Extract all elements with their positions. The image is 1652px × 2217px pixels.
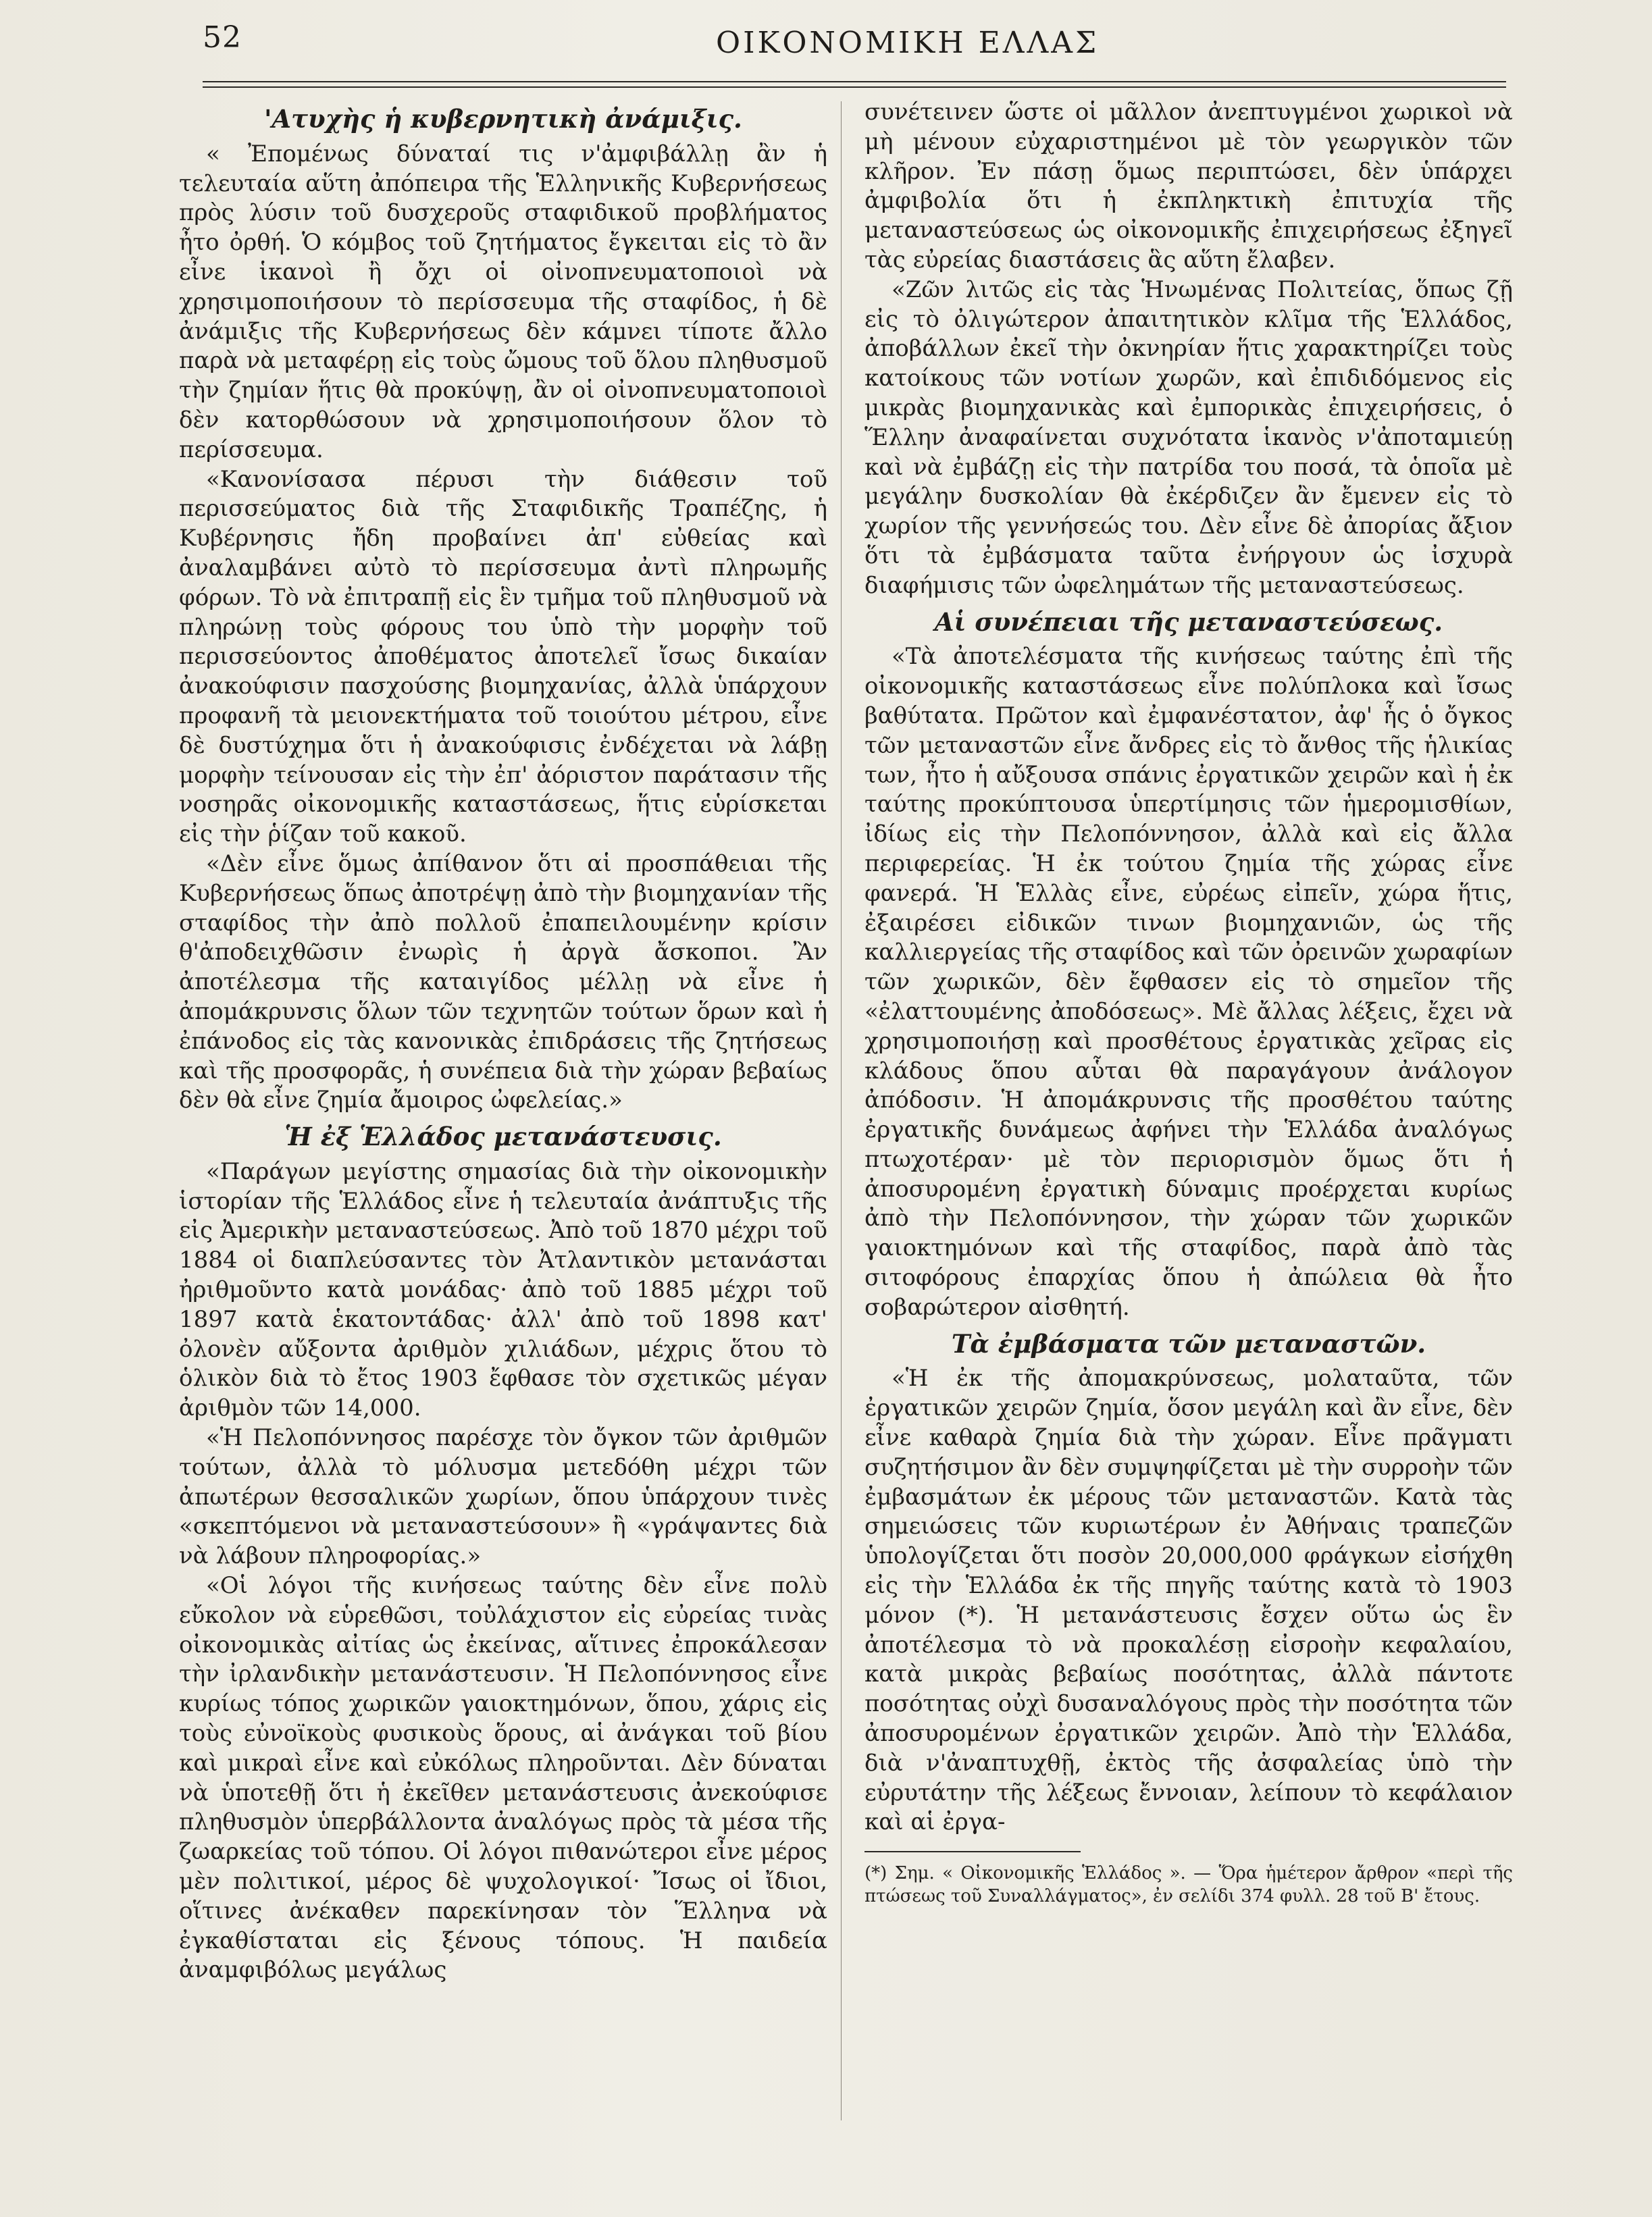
running-title: ΟΙΚΟΝΟΜΙΚΗ ΕΛΛΑΣ <box>716 26 1100 60</box>
footnote-rule <box>864 1851 1081 1852</box>
footnote: (*) Σημ. « Οἰκονομικῆς Ἑλλάδος ». — Ὅρα ἡμέτερον ἄρθρον «περὶ τῆς πτώσεως τοῦ Συναλλάγματος», ἐν σελίδι 374 φυλλ. 28 τοῦ Β' ἔτους. <box>864 1863 1513 1907</box>
paragraph: «Ἡ Πελοπόννησος παρέσχε τὸν ὄγκον τῶν ἀριθμῶν τούτων, ἀλλὰ τὸ μόλυσμα μετεδόθη μέχρι τῶν ἀπωτέρων θεσσαλικῶν χωρίων, ὅπου ὑπάρχουν τινὲς «σκεπτόμενοι νὰ μεταναστεύσουν» ἢ «γράψαντες διὰ νὰ λάβουν πληροφορίας.» <box>179 1424 827 1570</box>
paragraph: « Ἐπομένως δύναταί τις ν'ἀμφιβάλλῃ ἂν ἡ τελευταία αὕτη ἀπόπειρα τῆς Ἑλληνικῆς Κυβερνήσεως πρὸς λύσιν τοῦ δυσχεροῦς σταφιδικοῦ προβλήματος ἦτο ὀρθή. Ὁ κόμβος τοῦ ζητήματος ἔγκειται εἰς τὸ ἂν εἶνε ἱκανοὶ ἢ ὄχι οἱ οἰνοπνευματοποιοὶ νὰ χρησιμοποιήσουν τὸ περίσσευμα τῆς σταφίδος, ἡ δὲ ἀνάμιξις τῆς Κυβερνήσεως δὲν κάμνει τίποτε ἄλλο παρὰ νὰ μεταφέρῃ εἰς τοὺς ὤμους τοῦ ὅλου πληθυσμοῦ τὴν ζημίαν ἥτις θὰ προκύψῃ, ἂν οἱ οἰνοπνευματοποιοὶ δὲν κατορθώσουν νὰ χρησιμοποιήσουν ὅλον τὸ περίσσευμα. <box>179 140 827 463</box>
page-header <box>203 20 1506 74</box>
section-heading: 'Ατυχὴς ἡ κυβερνητικὴ ἀνάμιξις. <box>264 104 742 134</box>
paragraph: «Ζῶν λιτῶς εἰς τὰς Ἡνωμένας Πολιτείας, ὅπως ζῇ εἰς τὸ ὀλιγώτερον ἀπαιτητικὸν κλῖμα τῆς Ἑλλάδος, ἀποβάλλων ἐκεῖ τὴν ὀκνηρίαν ἥτις χαρακτηρίζει τοὺς κατοίκους τῶν νοτίων χωρῶν, καὶ ἐπιδιδόμενος εἰς μικρὰς βιομηχανικὰς καὶ ἐμπορικὰς ἐπιχειρήσεις, ὁ Ἕλλην ἀναφαίνεται συχνότατα ἱκανὸς ν'ἀποταμιεύῃ καὶ νὰ ἐμβάζῃ εἰς τὴν πατρίδα του ποσά, τὰ ὁποῖα μὲ μεγάλην δυσκολίαν θὰ ἐκέρδιζεν ἂν ἔμενεν εἰς τὸ χωρίον τῆς γεννήσεώς του. Δὲν εἶνε δὲ ἀπορίας ἄξιον ὅτι τὰ ἐμβάσματα ταῦτα ἐνήργουν ὡς ἰσχυρὰ διαφήμισις τῶν ὠφελημάτων τῆς μεταναστεύσεως. <box>864 276 1513 599</box>
page-number: 52 <box>203 20 242 55</box>
paragraph: «Δὲν εἶνε ὅμως ἀπίθανον ὅτι αἱ προσπάθειαι τῆς Κυβερνήσεως ὅπως ἀποτρέψῃ ἀπὸ τὴν βιομηχανίαν τῆς σταφίδος τὴν ἀπὸ πολλοῦ ἐπαπειλουμένην κρίσιν θ'ἀποδειχθῶσιν ἐνωρὶς ἡ ἀργὰ ἄσκοποι. Ἂν ἀποτέλεσμα τῆς καταιγίδος μέλλῃ νὰ εἶνε ἡ ἀπομάκρυνσις ὅλων τῶν τεχνητῶν τούτων ὅρων καὶ ἡ ἐπάνοδος εἰς τὰς κανονικὰς ἐπιδράσεις τῆς ζητήσεως καὶ τῆς προσφορᾶς, ἡ συνέπεια διὰ τὴν χώραν βεβαίως δὲν θὰ εἶνε ζημία ἄμοιρος ὠφελείας.» <box>179 850 827 1114</box>
paragraph: «Ἡ ἐκ τῆς ἀπομακρύνσεως, μολαταῦτα, τῶν ἐργατικῶν χειρῶν ζημία, ὅσον μεγάλη καὶ ἂν εἶνε, δὲν εἶνε καθαρὰ ζημία διὰ τὴν χώραν. Εἶνε πρᾶγματι συζητήσιμον ἂν δὲν συμψηφίζεται μὲ τὴν συρροὴν τῶν ἐμβασμάτων ἐκ μέρους τῶν μεταναστῶν. Κατὰ τὰς σημειώσεις τῶν κυριωτέρων ἐν Ἀθήναις τραπεζῶν ὑπολογίζεται ὅτι ποσὸν 20,000,000 φράγκων εἰσήχθη εἰς τὴν Ἑλλάδα ἐκ τῆς πηγῆς ταύτης κατὰ τὸ 1903 μόνον (*). Ἡ μετανάστευσις ἔσχεν οὕτω ὡς ἓν ἀποτέλεσμα τὸ νὰ προκαλέσῃ εἰσροὴν κεφαλαίου, κατὰ μικρὰς βεβαίως ποσότητας, ἀλλὰ πάντοτε ποσότητας οὐχὶ δυσαναλόγους πρὸς τὴν ποσότητα τῶν ἀποσυρομένων ἐργατικῶν χειρῶν. Ἀπὸ τὴν Ἑλλάδα, διὰ ν'ἀναπτυχθῇ, ἐκτὸς τῆς ἀσφαλείας ὑπὸ τὴν εὐρυτάτην τῆς λέξεως ἔννοιαν, λείπουν τὸ κεφάλαιον καὶ αἱ ἐργα- <box>864 1365 1513 1836</box>
paragraph: συνέτεινεν ὥστε οἱ μᾶλλον ἀνεπτυγμένοι χωρικοὶ νὰ μὴ μένουν εὐχαριστημένοι μὲ τὸν γεωργικὸν τῶν κλῆρον. Ἐν πάσῃ ὅμως περιπτώσει, δὲν ὑπάρχει ἀμφιβολία ὅτι ἡ ἐκπληκτικὴ ἐπιτυχία τῆς μεταναστεύσεως ὡς οἰκονομικῆς ἐπιχειρήσεως ἐξηγεῖ τὰς εὐρείας διαστάσεις ἃς αὕτη ἔλαβεν. <box>864 99 1513 273</box>
section-heading: Ἡ ἐξ Ἑλλάδος μετανάστευσις. <box>284 1122 722 1152</box>
paragraph: «Κανονίσασα πέρυσι τὴν διάθεσιν τοῦ περισσεύματος διὰ τῆς Σταφιδικῆς Τραπέζης, ἡ Κυβέρνησις ἤδη προβαίνει ἀπ' εὐθείας καὶ ἀναλαμβάνει αὐτὸ τὸ περίσσευμα ἀντὶ πληρωμῆς φόρων. Τὸ νὰ ἐπιτραπῇ εἰς ἓν τμῆμα τοῦ πληθυσμοῦ νὰ πληρώνῃ τοὺς φόρους του ὑπὸ τὴν μορφὴν τοῦ περισσεύοντος ἀποθέματος ἀποτελεῖ ἴσως δικαίαν ἀνακούφισιν πασχούσης βιομηχανίας, ἀλλὰ ὑπάρχουν προφανῆ τὰ μειονεκτήματα τοῦ τοιούτου μέτρου, εἶνε δὲ δυστύχημα ὅτι ἡ ἀνακούφισις ἐνδέχεται νὰ λάβῃ μορφὴν τείνουσαν εἰς τὴν ἐπ' ἀόριστον παράτασιν τῆς νοσηρᾶς οἰκονομικῆς καταστάσεως, ἥτις εὑρίσκεται εἰς τὴν ῥίζαν τοῦ κακοῦ. <box>179 465 827 848</box>
column-divider <box>841 101 842 2120</box>
section-heading: Τὰ ἐμβάσματα τῶν μεταναστῶν. <box>951 1328 1426 1359</box>
header-double-rule <box>203 81 1506 88</box>
paragraph: «Παράγων μεγίστης σημασίας διὰ τὴν οἰκονομικὴν ἱστορίαν τῆς Ἑλλάδος εἶνε ἡ τελευταία ἀνάπτυξις τῆς εἰς Ἀμερικὴν μεταναστεύσεως. Ἀπὸ τοῦ 1870 μέχρι τοῦ 1884 οἱ διαπλεύσαντες τὸν Ἀτλαντικὸν μετανάσται ἠριθμοῦντο κατὰ μονάδας· ἀπὸ τοῦ 1885 μέχρι τοῦ 1897 κατὰ ἑκατοντάδας· ἀλλ' ἀπὸ τοῦ 1898 κατ' ὀλονὲν αὔξοντα ἀριθμὸν χιλιάδων, μέχρις ὅτου τὸ ὁλικὸν διὰ τὸ ἔτος 1903 ἔφθασε τὸν σχετικῶς μέγαν ἀριθμὸν τῶν 14,000. <box>179 1157 827 1422</box>
paragraph: «Τὰ ἀποτελέσματα τῆς κινήσεως ταύτης ἐπὶ τῆς οἰκονομικῆς καταστάσεως εἶνε πολύπλοκα καὶ ἴσως βαθύτατα. Πρῶτον καὶ ἐμφανέστατον, ἀφ' ἧς ὁ ὄγκος τῶν μεταναστῶν εἶνε ἄνδρες εἰς τὸ ἄνθος τῆς ἡλικίας των, ἦτο ἡ αὔξουσα σπάνις ἐργατικῶν χειρῶν καὶ ἡ ἐκ ταύτης προκύπτουσα ὑπερτίμησις τῶν ἡμερομισθίων, ἰδίως εἰς τὴν Πελοπόννησον, ἀλλὰ καὶ εἰς ἄλλα περιφερείας. Ἡ ἐκ τούτου ζημία τῆς χώρας εἶνε φανερά. Ἡ Ἑλλὰς εἶνε, εὐρέως εἰπεῖν, χώρα ἥτις, ἐξαιρέσει εἰδικῶν τινων βιομηχανιῶν, ὡς τῆς καλλιεργείας τῆς σταφίδος καὶ τῶν ὀρεινῶν χωραφίων τῶν χωρικῶν, δὲν ἔφθασεν εἰς τὸ σημεῖον τῆς «ἐλαττουμένης ἀποδόσεως». Μὲ ἄλλας λέξεις, ἔχει νὰ χρησιμοποιήσῃ καὶ προσθέτους ἐργατικὰς χεῖρας εἰς κλάδους ὅπου αὗται θὰ παραγάγουν ἀνάλογον ἀπόδοσιν. Ἡ ἀπομάκρυνσις τῆς προσθέτου ταύτης ἐργατικῆς δυνάμεως ἀφήνει τὴν Ἑλλάδα ἀναλόγως πτωχοτέραν· μὲ τὸν περιορισμὸν ὅμως ὅτι ἡ ἀποσυρομένη ἐργατικὴ δύναμις προέρχεται κυρίως ἀπὸ τὴν Πελοπόννησον, τὴν χώραν τῶν χωρικῶν γαιοκτημόνων καὶ τῆς σταφίδος, παρὰ ἀπὸ τὰς σιτοφόρους ἐπαρχίας ὅπου ἡ ἀπώλεια θὰ ἦτο σοβαρώτερον αἰσθητή. <box>864 643 1513 1321</box>
section-heading: Αἱ συνέπειαι τῆς μεταναστεύσεως. <box>934 606 1443 637</box>
paragraph: «Οἱ λόγοι τῆς κινήσεως ταύτης δὲν εἶνε πολὺ εὔκολον νὰ εὑρεθῶσι, τοὐλάχιστον εἰς εὐρείας τινὰς οἰκονομικὰς αἰτίας ὡς ἐκείνας, αἵτινες ἐπροκάλεσαν τὴν ἰρλανδικὴν μετανάστευσιν. Ἡ Πελοπόννησος εἶνε κυρίως τόπος χωρικῶν γαιοκτημόνων, ὅπου, χάρις εἰς τοὺς εὐνοϊκοὺς φυσικοὺς ὅρους, αἱ ἀνάγκαι τοῦ βίου καὶ μικραὶ εἶνε καὶ εὐκόλως πληροῦνται. Δὲν δύναται νὰ ὑποτεθῇ ὅτι ἡ ἐκεῖθεν μετανάστευσις ἀνεκούφισε πληθυσμὸν ὑπερβάλλοντα ἀναλόγως πρὸς τὰ μέσα τῆς ζωαρκείας τοῦ τόπου. Οἱ λόγοι πιθανώτεροι εἶνε μέρος μὲν πολιτικοί, μέρος δὲ ψυχολογικοί· Ἴσως οἱ ἴδιοι, οἵτινες ἀνέκαθεν παρεκίνησαν τὸν Ἕλληνα νὰ ἐγκαθίσταται εἰς ξένους τόπους. Ἡ παιδεία ἀναμφιβόλως μεγάλως <box>179 1572 827 1984</box>
left-column <box>179 98 827 1985</box>
right-column <box>864 98 1513 1908</box>
